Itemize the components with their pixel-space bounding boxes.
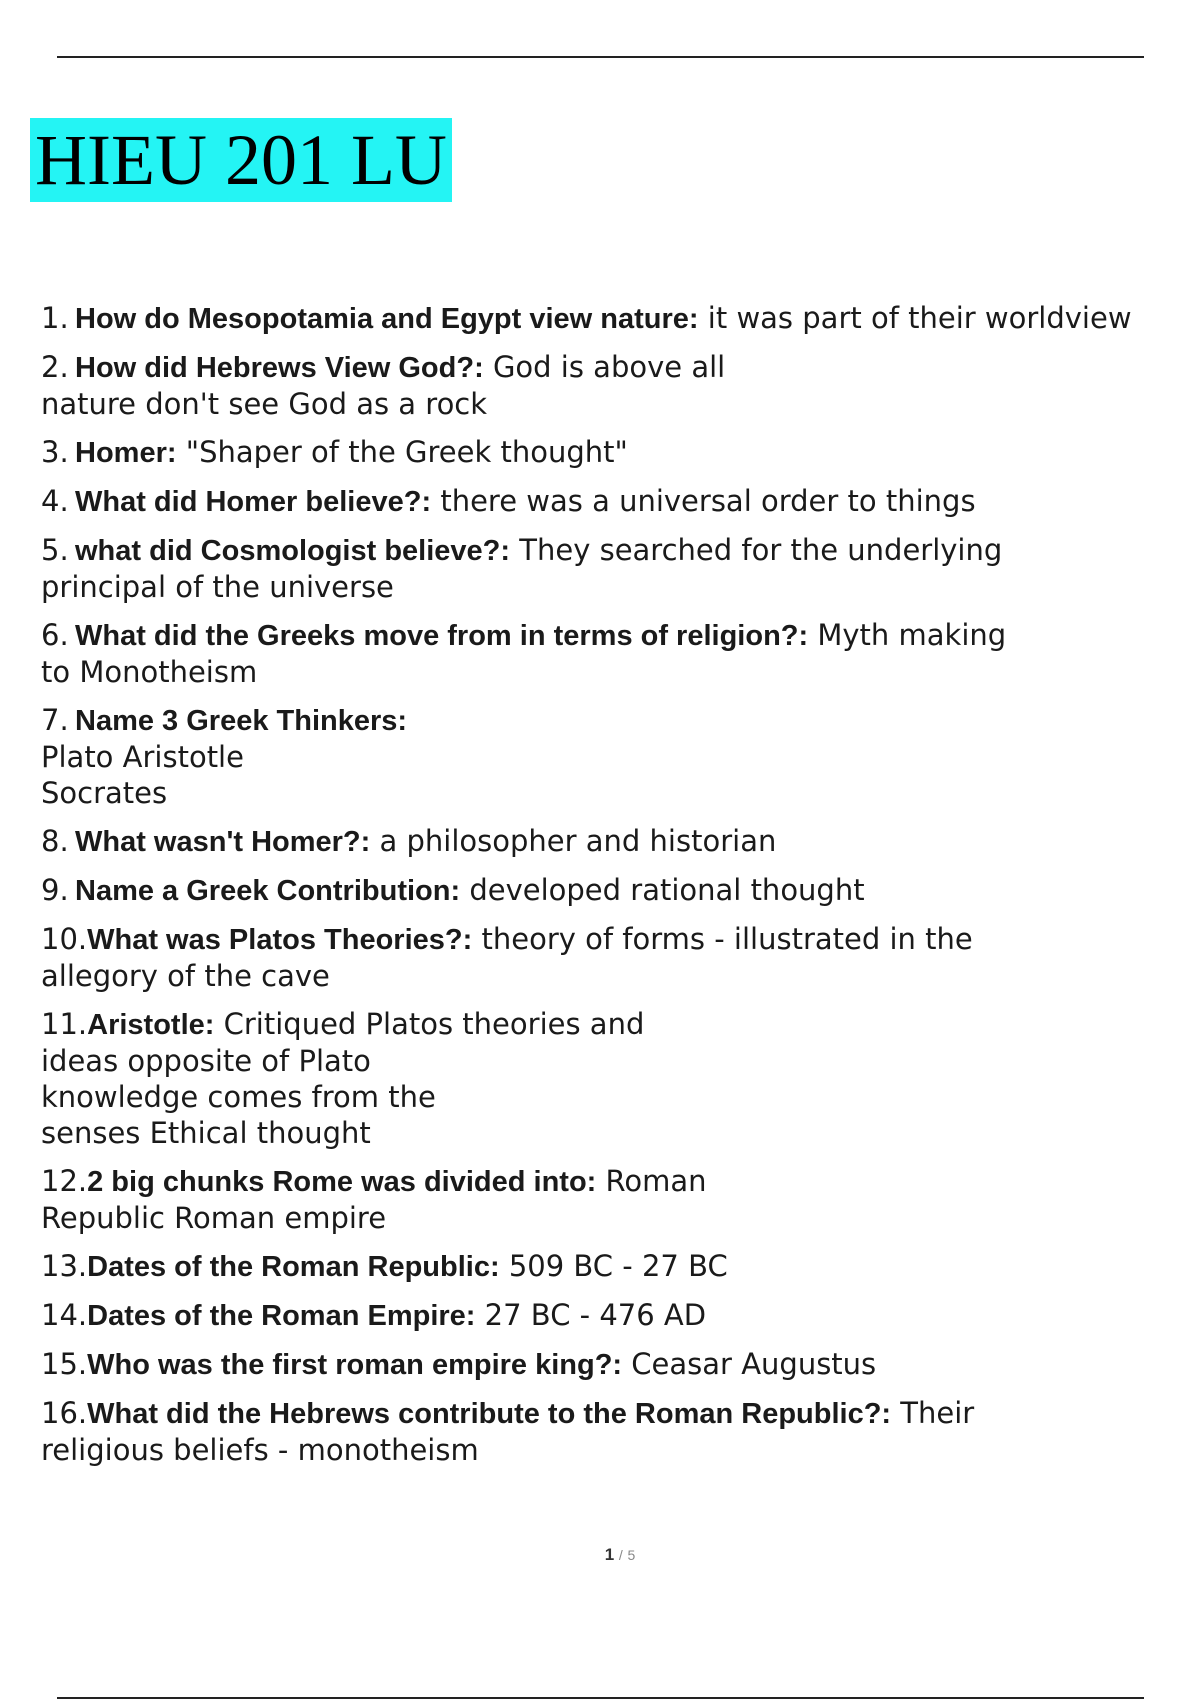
page-separator: /: [618, 1547, 623, 1563]
item-question: Dates of the Roman Empire:: [87, 1300, 476, 1332]
item-answer: a philosopher and historian: [370, 824, 777, 858]
item-answer-line: Republic Roman empire: [41, 1201, 387, 1235]
item-number: 9.: [41, 873, 69, 907]
item-answer-line: senses Ethical thought: [41, 1116, 371, 1150]
list-item: [41, 921, 1151, 994]
list-item: [41, 823, 1151, 860]
item-question: Name 3 Greek Thinkers:: [75, 705, 408, 737]
item-answer-line: religious beliefs - monotheism: [41, 1433, 479, 1467]
list-item: [41, 702, 1151, 811]
item-number: 15.: [41, 1347, 88, 1381]
item-answer: 27 BC - 476 AD: [475, 1298, 707, 1332]
item-question: what did Cosmologist believe?:: [75, 535, 511, 567]
item-number: 13.: [41, 1249, 88, 1283]
item-answer: Critiqued Platos theories and: [214, 1007, 645, 1041]
item-number: 2.: [41, 350, 69, 384]
item-answer: They searched for the underlying: [510, 533, 1003, 567]
item-question: Homer:: [75, 437, 177, 469]
page-current: 1: [604, 1545, 615, 1564]
item-number: 10.: [41, 922, 88, 956]
item-answer: Their: [891, 1396, 975, 1430]
item-answer: Ceasar Augustus: [622, 1347, 877, 1381]
list-item: [41, 1163, 1151, 1236]
item-number: 4.: [41, 484, 69, 518]
qa-list: [41, 300, 1151, 1480]
item-question: Who was the first roman empire king?:: [87, 1349, 623, 1381]
item-question: Aristotle:: [87, 1009, 215, 1041]
item-number: 1.: [41, 301, 69, 335]
bottom-rule: [57, 1697, 1144, 1699]
list-item: [41, 532, 1151, 605]
item-question: What did the Greeks move from in terms of religion?:: [75, 620, 809, 652]
item-number: 8.: [41, 824, 69, 858]
item-answer: 509 BC - 27 BC: [499, 1249, 728, 1283]
item-question: 2 big chunks Rome was divided into:: [87, 1166, 597, 1198]
item-answer: God is above all: [483, 350, 726, 384]
item-question: Dates of the Roman Republic:: [87, 1251, 500, 1283]
item-answer-line: principal of the universe: [41, 570, 394, 604]
item-answer: there was a universal order to things: [431, 484, 976, 518]
list-item: [41, 300, 1151, 337]
item-question: What wasn't Homer?:: [75, 826, 371, 858]
list-item: [41, 872, 1151, 909]
item-answer: "Shaper of the Greek thought": [176, 435, 628, 469]
item-answer-line: ideas opposite of Plato: [41, 1044, 371, 1078]
list-item: [41, 1248, 1151, 1285]
item-answer: it was part of their worldview: [698, 301, 1132, 335]
item-question: How did Hebrews View God?:: [75, 352, 484, 384]
list-item: [41, 1297, 1151, 1334]
item-number: 6.: [41, 618, 69, 652]
item-number: 3.: [41, 435, 69, 469]
item-question: What did Homer believe?:: [75, 486, 432, 518]
item-answer-line: nature don't see God as a rock: [41, 387, 488, 421]
item-question: What was Platos Theories?:: [87, 924, 473, 956]
item-number: 5.: [41, 533, 69, 567]
list-item: [41, 483, 1151, 520]
item-number: 16.: [41, 1396, 88, 1430]
item-number: 14.: [41, 1298, 88, 1332]
list-item: [41, 1006, 1151, 1151]
item-answer: Myth making: [808, 618, 1007, 652]
item-answer-line: Plato Aristotle: [41, 740, 244, 774]
item-answer-line: knowledge comes from the: [41, 1080, 436, 1114]
list-item: [41, 617, 1151, 690]
item-number: 11.: [41, 1007, 88, 1041]
list-item: [41, 434, 1151, 471]
item-answer-line: to Monotheism: [41, 655, 258, 689]
top-rule: [57, 56, 1144, 58]
list-item: [41, 349, 1151, 422]
item-answer: theory of forms - illustrated in the: [472, 922, 973, 956]
list-item: [41, 1395, 1151, 1468]
page-total: 5: [627, 1547, 636, 1563]
item-answer: Roman: [596, 1164, 707, 1198]
item-answer-line: Socrates: [41, 776, 168, 810]
item-question: What did the Hebrews contribute to the Roman Republic?:: [87, 1398, 892, 1430]
item-body: [75, 300, 1151, 337]
page-counter: [0, 1545, 1200, 1565]
document-title: HIEU 201 LU: [30, 118, 452, 202]
item-question: How do Mesopotamia and Egypt view nature:: [75, 303, 699, 335]
list-item: [41, 1346, 1151, 1383]
item-answer-line: allegory of the cave: [41, 959, 330, 993]
item-number: 12.: [41, 1164, 88, 1198]
item-number: 7.: [41, 703, 69, 737]
item-question: Name a Greek Contribution:: [75, 875, 461, 907]
item-answer: developed rational thought: [460, 873, 865, 907]
